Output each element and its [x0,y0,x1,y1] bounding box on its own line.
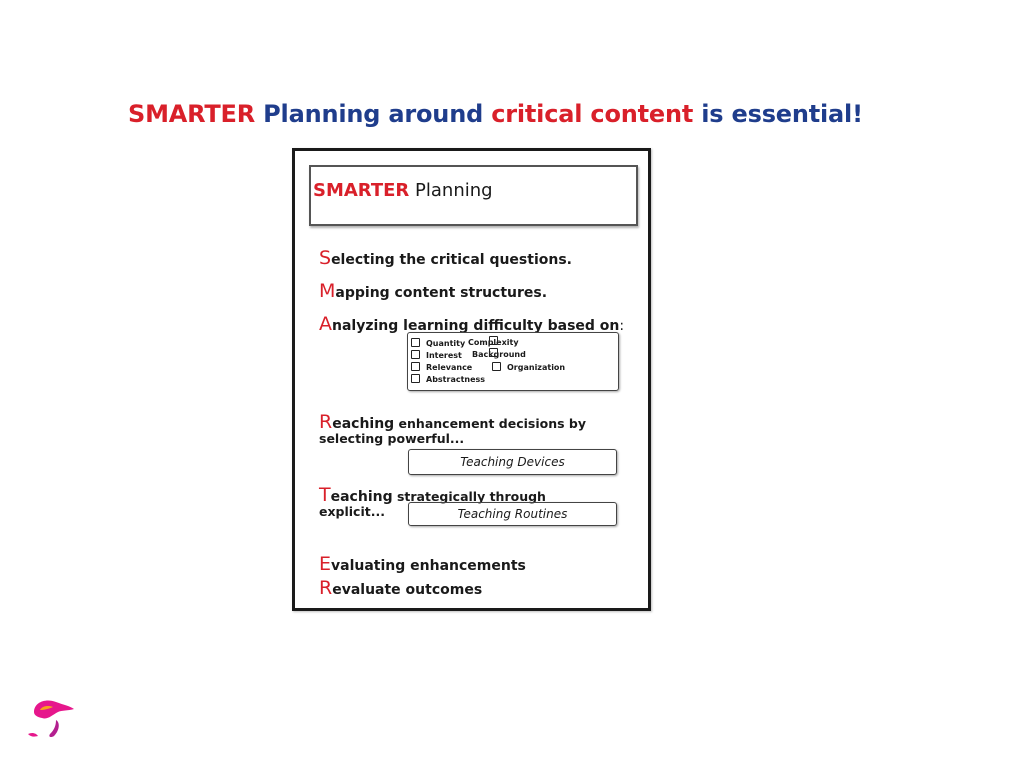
checkbox-icon [492,362,501,371]
teaching-routines-box: Teaching Routines [408,502,617,526]
title-is-essential: is essential! [701,100,863,128]
letter-e: E [319,553,332,575]
factor-interest: Interest [411,350,462,360]
factor-background: Background [472,350,526,359]
checkbox-icon [411,338,420,347]
step-analyzing-tail: : [619,318,625,334]
step-revaluate-text: evaluate outcomes [332,582,483,598]
step-reaching [319,411,586,433]
step-teaching-line2: explicit... [319,504,385,519]
factor-complexity: Complexity [468,338,519,347]
step-revaluate [319,577,482,599]
checkbox-icon [411,362,420,371]
header-planning: Planning [415,180,493,201]
smarter-planning-card [292,148,651,611]
checkbox-icon [411,350,420,359]
letter-t: T [319,484,331,506]
step-evaluating [319,553,526,575]
step-selecting-text: electing the critical questions. [331,252,572,268]
step-reaching-text: enhancement decisions by [394,416,586,431]
header-smarter: SMARTER [313,180,410,201]
step-teaching-text: strategically through [392,489,546,504]
step-reaching-bold: eaching [332,416,395,432]
letter-r-reaching: R [319,411,333,433]
checkbox-icon [411,374,420,383]
step-reaching-line2: selecting powerful... [319,431,465,446]
checkbox-icon [489,336,498,345]
letter-a: A [319,313,332,335]
letter-r-revaluate: R [319,577,333,599]
checkbox-icon [489,348,498,357]
step-analyzing-text: nalyzing learning difficulty based on [332,318,620,334]
slide-title [128,100,863,128]
factor-relevance: Relevance [411,362,472,372]
step-mapping [319,280,547,302]
teaching-devices-box: Teaching Devices [408,449,617,475]
step-teaching-bold: eaching [330,489,393,505]
factor-quantity: Quantity [411,338,465,348]
factor-organization: Organization [492,362,565,372]
factor-abstractness: Abstractness [411,374,485,384]
letter-s: S [319,247,332,269]
title-planning-around: Planning around [263,100,484,128]
logo-icon [26,696,78,744]
card-header-title [313,180,493,201]
difficulty-factors-box [407,332,619,391]
title-critical-content: critical content [491,100,694,128]
letter-m: M [319,280,336,302]
step-selecting [319,247,572,269]
step-mapping-text: apping content structures. [335,285,548,301]
card-header [309,165,638,226]
step-evaluating-text: valuating enhancements [331,558,526,574]
title-smarter: SMARTER [128,100,255,128]
